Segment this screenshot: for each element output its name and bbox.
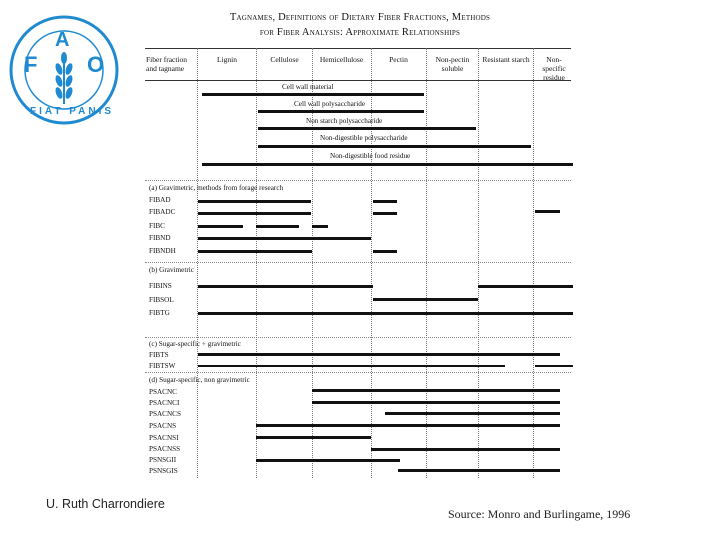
column-header-pectin: Pectin — [389, 55, 408, 64]
tagname-label: PSNSGII — [149, 456, 177, 464]
definition-label: Non-digestible food residue — [330, 152, 411, 160]
tagname-label: PSACNSI — [149, 434, 179, 442]
column-header-non-specific-residue: Non-specific residue — [542, 55, 566, 82]
definition-bar — [258, 127, 476, 130]
definition-label: Cell wall polysaccharide — [294, 100, 366, 108]
section-b-bottom-rule — [145, 337, 571, 338]
column-header-non-pectin-soluble: Non-pectin soluble — [435, 55, 470, 73]
tagname-label: FIBND — [149, 234, 171, 242]
section-a-bottom-rule — [145, 262, 571, 263]
definition-label: Non starch polysaccharide — [306, 117, 383, 125]
column-divider — [256, 48, 257, 478]
fraction-bar — [256, 436, 371, 439]
definition-bar — [258, 145, 531, 148]
source-citation: Source: Monro and Burlingame, 1996 — [448, 507, 631, 521]
section-heading-a: (a) Gravimetric, methods from forage research — [149, 184, 284, 192]
fao-logo — [8, 14, 120, 126]
tagname-label: PSACNSS — [149, 445, 181, 453]
author-name: U. Ruth Charrondiere — [46, 497, 165, 511]
tagname-label: PSACNC — [149, 388, 177, 396]
header-bottom-rule — [145, 80, 571, 81]
title-line-1: Tagnames, Definitions of Dietary Fiber Fractions, Methods — [229, 12, 491, 23]
column-header-lignin: Lignin — [217, 55, 237, 64]
definition-bar — [202, 93, 424, 96]
fraction-bar — [198, 285, 373, 288]
fraction-bar — [373, 200, 397, 203]
fraction-bar — [398, 469, 560, 472]
fraction-bar — [198, 212, 311, 215]
tagname-label: FIBSOL — [149, 296, 174, 304]
logo-letter-f: F — [24, 52, 38, 77]
fraction-bar — [198, 312, 573, 315]
definitions-bottom-rule — [145, 180, 571, 181]
logo-motto: FIAT PANIS — [30, 106, 115, 117]
fraction-bar — [373, 212, 397, 215]
tagname-label: PSACNCS — [149, 410, 181, 418]
definition-bar — [258, 110, 424, 113]
tagname-label: FIBTS — [149, 351, 169, 359]
tagname-label: FIBAD — [149, 196, 171, 204]
fraction-bar — [198, 365, 505, 367]
column-header-resistant-starch: Resistant starch — [482, 55, 530, 64]
tagname-label: FIBINS — [149, 282, 172, 290]
title-line-2: for Fiber Analysis: Approximate Relationships — [259, 27, 461, 38]
fraction-bar — [373, 250, 397, 253]
logo-letter-o: O — [87, 52, 105, 77]
column-header-fraction: Fiber fraction and tagname — [146, 55, 188, 73]
tagname-label: FIBTG — [149, 309, 170, 317]
fraction-bar — [256, 459, 400, 462]
fraction-bar — [312, 225, 328, 228]
fraction-bar — [198, 353, 560, 356]
section-heading-c: (c) Sugar-specific + gravimetric — [149, 340, 241, 348]
table-top-rule — [145, 48, 571, 49]
fraction-bar — [478, 285, 573, 288]
column-header-hemicellulose: Hemicellulose — [319, 55, 364, 64]
tagname-label: PSACNS — [149, 422, 177, 430]
definition-bar — [202, 163, 573, 166]
logo-letter-a: A — [55, 29, 70, 51]
fraction-bar — [198, 200, 311, 203]
definition-label: Non-digestible polysaccharide — [320, 134, 408, 142]
tagname-label: PSACNCI — [149, 399, 180, 407]
fraction-bar — [535, 365, 573, 367]
fraction-bar — [198, 250, 312, 253]
table-title — [150, 10, 570, 40]
wheat-ear-icon — [54, 52, 74, 104]
definition-label: Cell wall material — [282, 83, 334, 91]
tagname-label: FIBC — [149, 222, 165, 230]
fraction-bar — [371, 448, 560, 451]
column-divider — [197, 48, 198, 478]
fraction-bar — [198, 237, 371, 240]
fraction-bar — [312, 389, 560, 392]
fraction-bar — [198, 225, 243, 228]
fraction-bar — [373, 298, 478, 301]
fraction-bar — [535, 210, 560, 213]
tagname-label: FIBTSW — [149, 362, 176, 370]
column-header-cellulose: Cellulose — [270, 55, 299, 64]
tagname-label: FIBADC — [149, 208, 176, 216]
fraction-bar — [385, 412, 560, 415]
section-heading-d: (d) Sugar-specific, non gravimetric — [149, 376, 250, 384]
fraction-bar — [256, 225, 299, 228]
tagname-label: FIBNDH — [149, 247, 176, 255]
fraction-bar — [312, 401, 560, 404]
tagname-label: PSNSGIS — [149, 467, 178, 475]
fraction-bar — [256, 424, 560, 427]
section-heading-b: (b) Gravimetric — [149, 266, 194, 274]
section-c-bottom-rule — [145, 372, 571, 373]
